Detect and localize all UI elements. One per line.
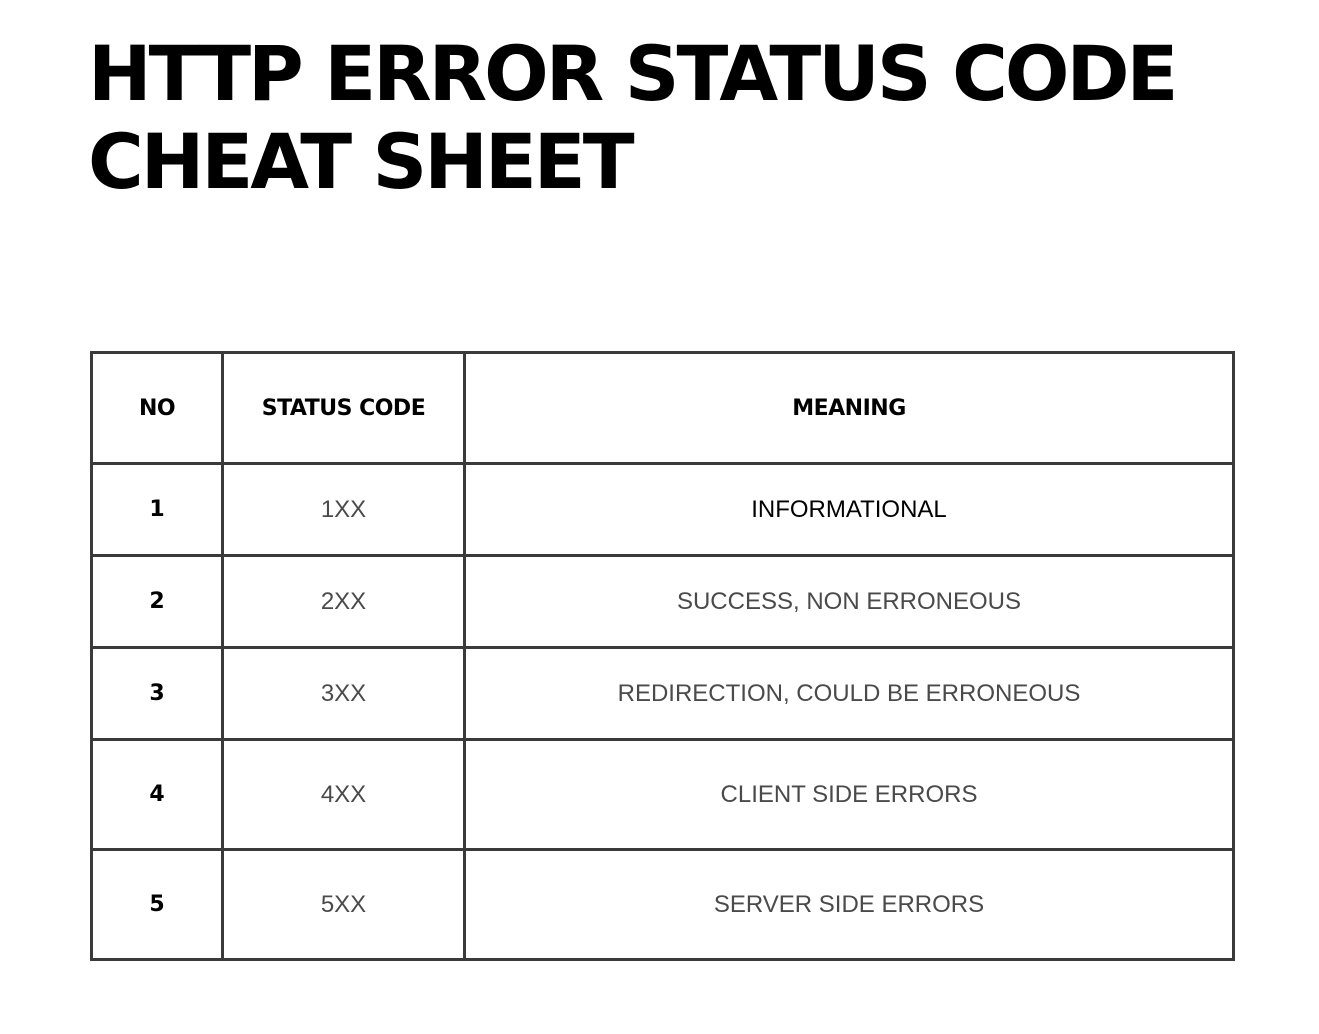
status-code: 2XX [223, 556, 465, 648]
meaning: SERVER SIDE ERRORS [465, 850, 1234, 960]
row-number: 5 [92, 850, 223, 960]
meaning: CLIENT SIDE ERRORS [465, 740, 1234, 850]
status-code: 5XX [223, 850, 465, 960]
table-header-row [92, 353, 1234, 464]
page-title-line-1: HTTP ERROR STATUS CODE [88, 29, 1176, 118]
status-code: 3XX [223, 648, 465, 740]
status-code: 4XX [223, 740, 465, 850]
table-row [92, 556, 1234, 648]
status-code: 1XX [223, 464, 465, 556]
status-code-table [90, 351, 1235, 961]
meaning: INFORMATIONAL [465, 464, 1234, 556]
table-row [92, 648, 1234, 740]
table-row [92, 740, 1234, 850]
row-number: 4 [92, 740, 223, 850]
table-row [92, 850, 1234, 960]
page-title [88, 30, 1238, 206]
row-number: 3 [92, 648, 223, 740]
column-header-meaning: MEANING [465, 353, 1234, 464]
column-header-status-code: STATUS CODE [223, 353, 465, 464]
meaning: REDIRECTION, COULD BE ERRONEOUS [465, 648, 1234, 740]
meaning: SUCCESS, NON ERRONEOUS [465, 556, 1234, 648]
row-number: 2 [92, 556, 223, 648]
table-row [92, 464, 1234, 556]
column-header-no: NO [92, 353, 223, 464]
row-number: 1 [92, 464, 223, 556]
page-title-line-2: CHEAT SHEET [88, 117, 632, 206]
